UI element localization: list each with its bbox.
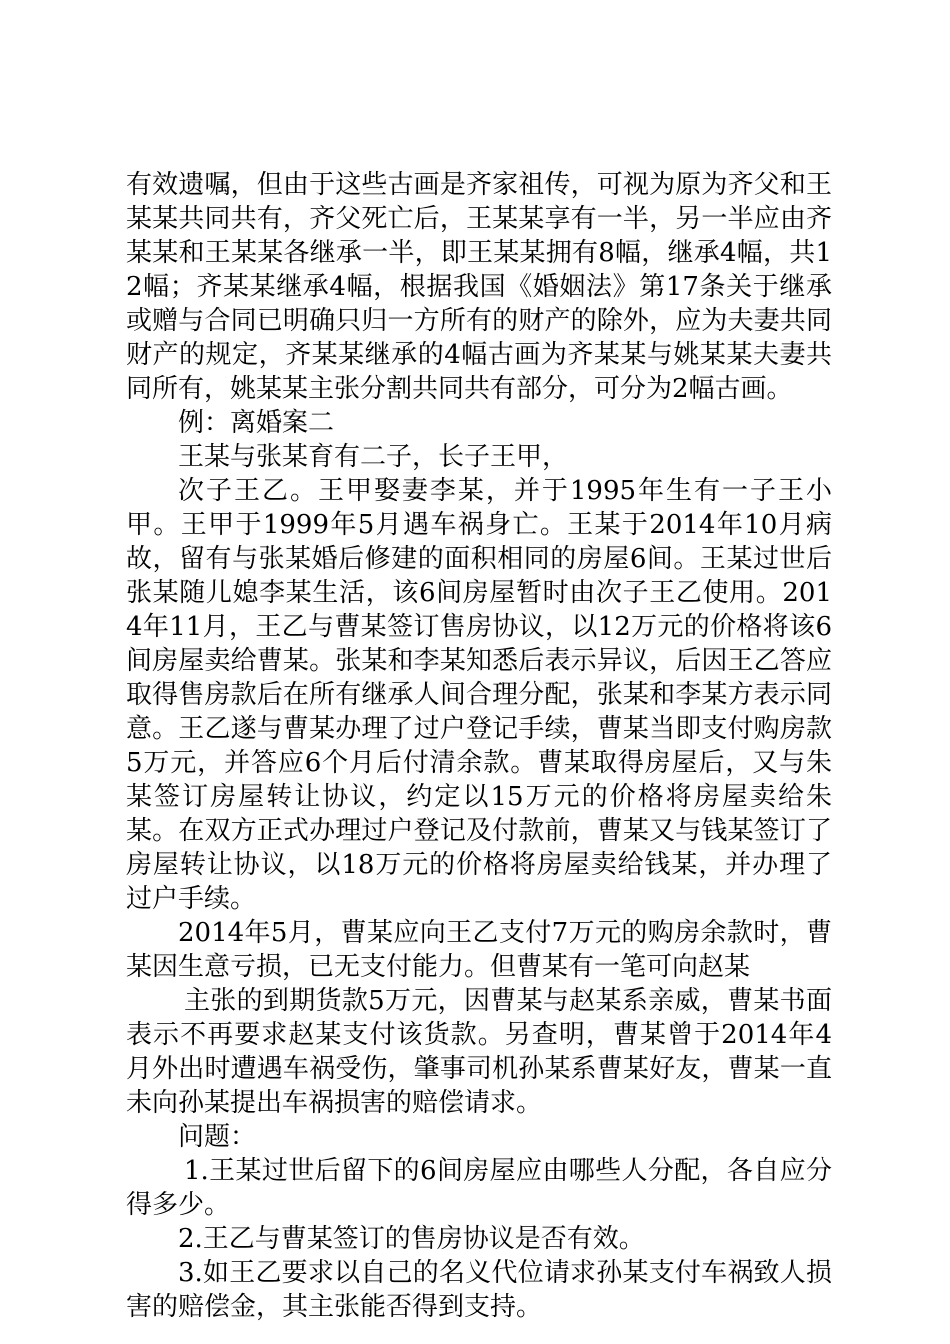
question-item-3: 3.如王乙要求以自己的名义代位请求孙某支付车祸致人损害的赔偿金，其主张能否得到支持。 (126, 1258, 832, 1322)
document-body (126, 168, 832, 1324)
paragraph-family-intro: 王某与张某育有二子，长子王甲， (178, 442, 569, 472)
paragraph-questions-heading: 问题： (178, 1122, 257, 1152)
paragraph-case-heading: 例：离婚案二 (178, 408, 335, 438)
paragraph-payment-default: 2014年5月，曹某应向王乙支付7万元的购房余款时，曹某因生意亏损，已无支付能力。但曹某有一笔可向赵某 (126, 918, 832, 982)
question-item-2: 2.王乙与曹某签订的售房协议是否有效。 (178, 1224, 645, 1254)
question-item-1: 1.王某过世后留下的6间房屋应由哪些人分配，各自应分得多少。 (126, 1156, 832, 1220)
paragraph-debt-claim: 主张的到期货款5万元，因曹某与赵某系亲威，曹某书面表示不再要求赵某支付该货款。另查明，曹某曾于2014年4月外出时遭遇车祸受伤，肇事司机孙某系曹某好友，曹某一直未向孙某提出车祸损害的赔偿请求。 (126, 986, 832, 1118)
paragraph-case-facts: 次子王乙。王甲娶妻李某，并于1995年生有一子王小甲。王甲于1999年5月遇车祸身亡。王某于2014年10月病故，留有与张某婚后修建的面积相同的房屋6间。王某过世后张某随儿媳李某生活，该6间房屋暂时由次子王乙使用。2014年11月，王乙与曹某签订售房协议，以12万元的价格将该6间房屋卖给曹某。张某和李某知悉后表示异议，后因王乙答应取得售房款后在所有继承人间合理分配，张某和李某方表示同意。王乙遂与曹某办理了过户登记手续，曹某当即支付购房款5万元，并答应6个月后付清余款。曹某取得房屋后，又与朱某签订房屋转让协议，约定以15万元的价格将房屋卖给朱某。在双方正式办理过户登记及付款前，曹某又与钱某签订了房屋转让协议，以18万元的价格将房屋卖给钱某，并办理了过户手续。 (126, 476, 832, 914)
paragraph-will-inheritance: 有效遗嘱，但由于这些古画是齐家祖传，可视为原为齐父和王某某共同共有，齐父死亡后，王某某享有一半，另一半应由齐某某和王某某各继承一半，即王某某拥有8幅，继承4幅，共12幅；齐某某继承4幅，根据我国《婚姻法》第17条关于继承或赠与合同已明确只归一方所有的财产的除外，应为夫妻共同财产的规定，齐某某继承的4幅古画为齐某某与姚某某夫妻共同所有，姚某某主张分割共同共有部分，可分为2幅古画。 (126, 170, 832, 404)
